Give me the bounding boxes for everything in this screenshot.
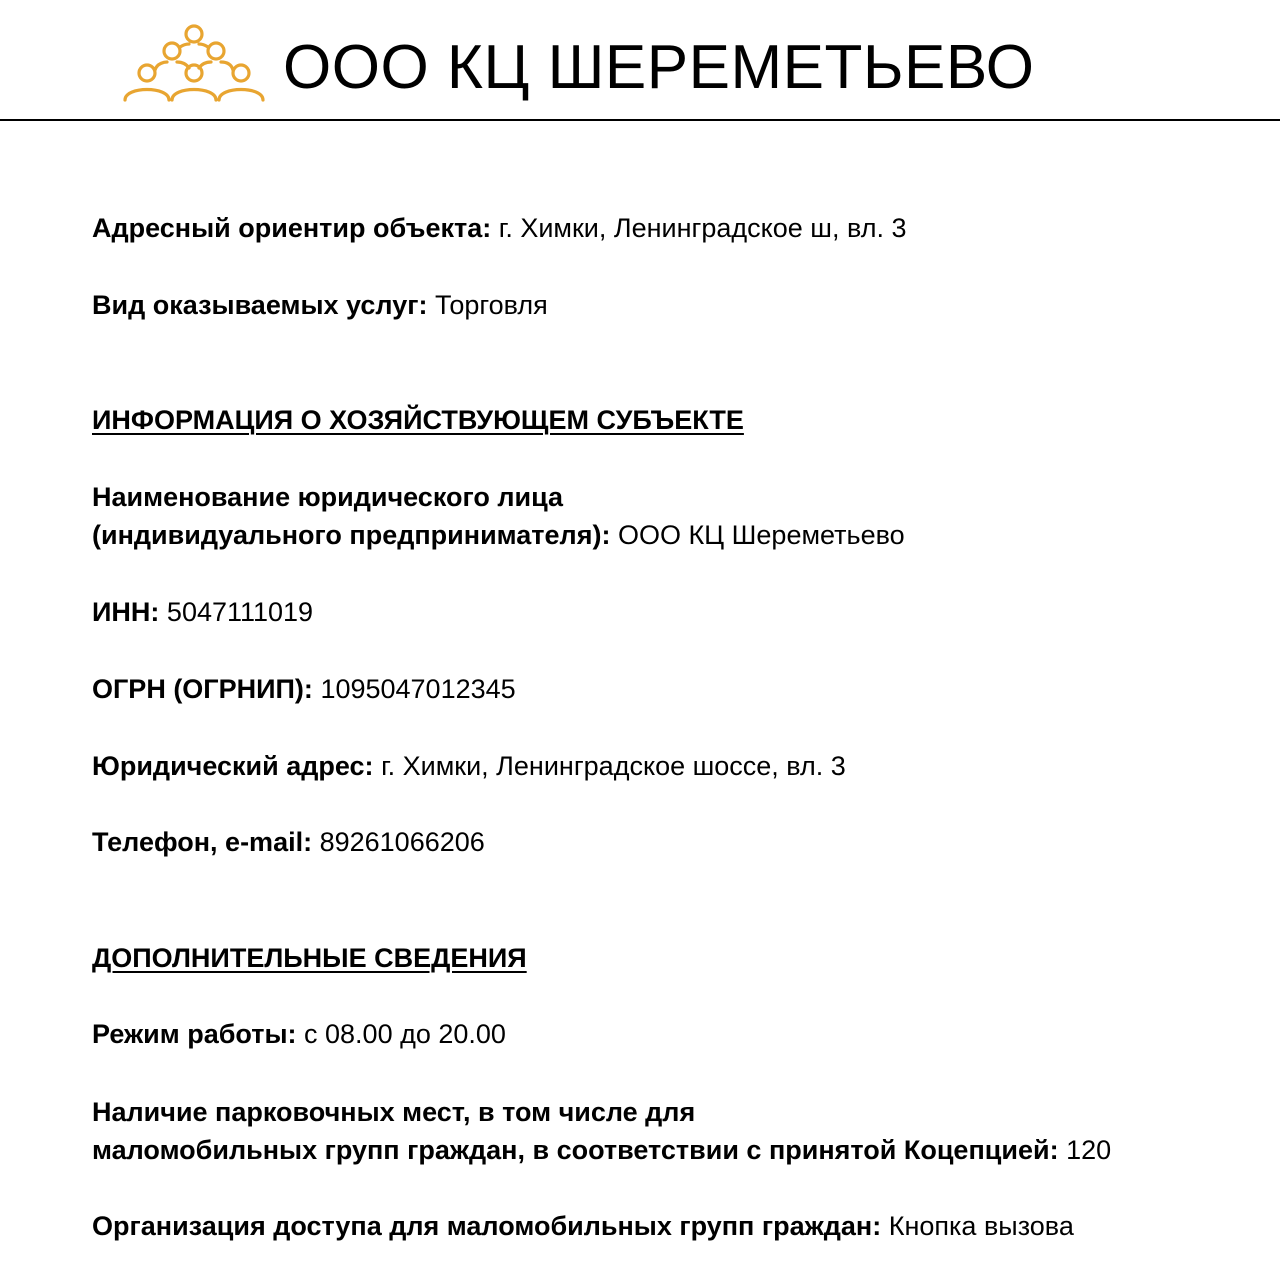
legal-address-label: Юридический адрес: [92, 751, 374, 781]
contact-row [92, 823, 485, 861]
contact-value: 89261066206 [319, 827, 485, 857]
entity-name-label-line1 [92, 478, 563, 516]
entity-section-heading: ИНФОРМАЦИЯ О ХОЗЯЙСТВУЮЩЕМ СУБЪЕКТЕ [92, 405, 744, 435]
people-group-icon [121, 22, 267, 104]
parking-value: 120 [1066, 1135, 1112, 1165]
legal-address-row [92, 747, 846, 785]
page-title: ООО КЦ ШЕРЕМЕТЬЕВО [283, 33, 1035, 102]
parking-label-line1 [92, 1093, 695, 1131]
access-value: Кнопка вызова [888, 1211, 1074, 1241]
page-header [0, 0, 1280, 121]
parking-row [92, 1131, 1111, 1169]
services-label: Вид оказываемых услуг: [92, 290, 428, 320]
hours-row [92, 1015, 506, 1053]
entity-name-value: ООО КЦ Шереметьево [617, 520, 905, 550]
contact-label: Телефон, e-mail: [92, 827, 313, 857]
ogrn-row [92, 670, 516, 708]
address-value: г. Химки, Ленинградское ш, вл. 3 [498, 213, 907, 243]
ogrn-value: 1095047012345 [320, 674, 516, 704]
services-value: Торговля [434, 290, 548, 320]
inn-row [92, 593, 313, 631]
legal-address-value: г. Химки, Ленинградское шоссе, вл. 3 [381, 751, 846, 781]
additional-section-heading: ДОПОЛНИТЕЛЬНЫЕ СВЕДЕНИЯ [92, 943, 527, 973]
entity-name-label-2: (индивидуального предпринимателя): [92, 520, 611, 550]
address-row [92, 209, 906, 247]
inn-label: ИНН: [92, 597, 160, 627]
inn-value: 5047111019 [166, 597, 314, 627]
access-label: Организация доступа для маломобильных групп граждан: [92, 1211, 882, 1241]
parking-label-2: маломобильных групп граждан, в соответствии с принятой Коцепцией: [92, 1135, 1059, 1165]
entity-name-label-1: Наименование юридического лица [92, 482, 564, 512]
parking-label-1: Наличие парковочных мест, в том числе для [92, 1097, 696, 1127]
hours-value: с 08.00 до 20.00 [304, 1019, 506, 1049]
entity-name-row [92, 516, 905, 554]
address-label: Адресный ориентир объекта: [92, 213, 492, 243]
access-row [92, 1207, 1074, 1245]
services-row [92, 286, 548, 324]
ogrn-label: ОГРН (ОГРНИП): [92, 674, 313, 704]
hours-label: Режим работы: [92, 1019, 297, 1049]
